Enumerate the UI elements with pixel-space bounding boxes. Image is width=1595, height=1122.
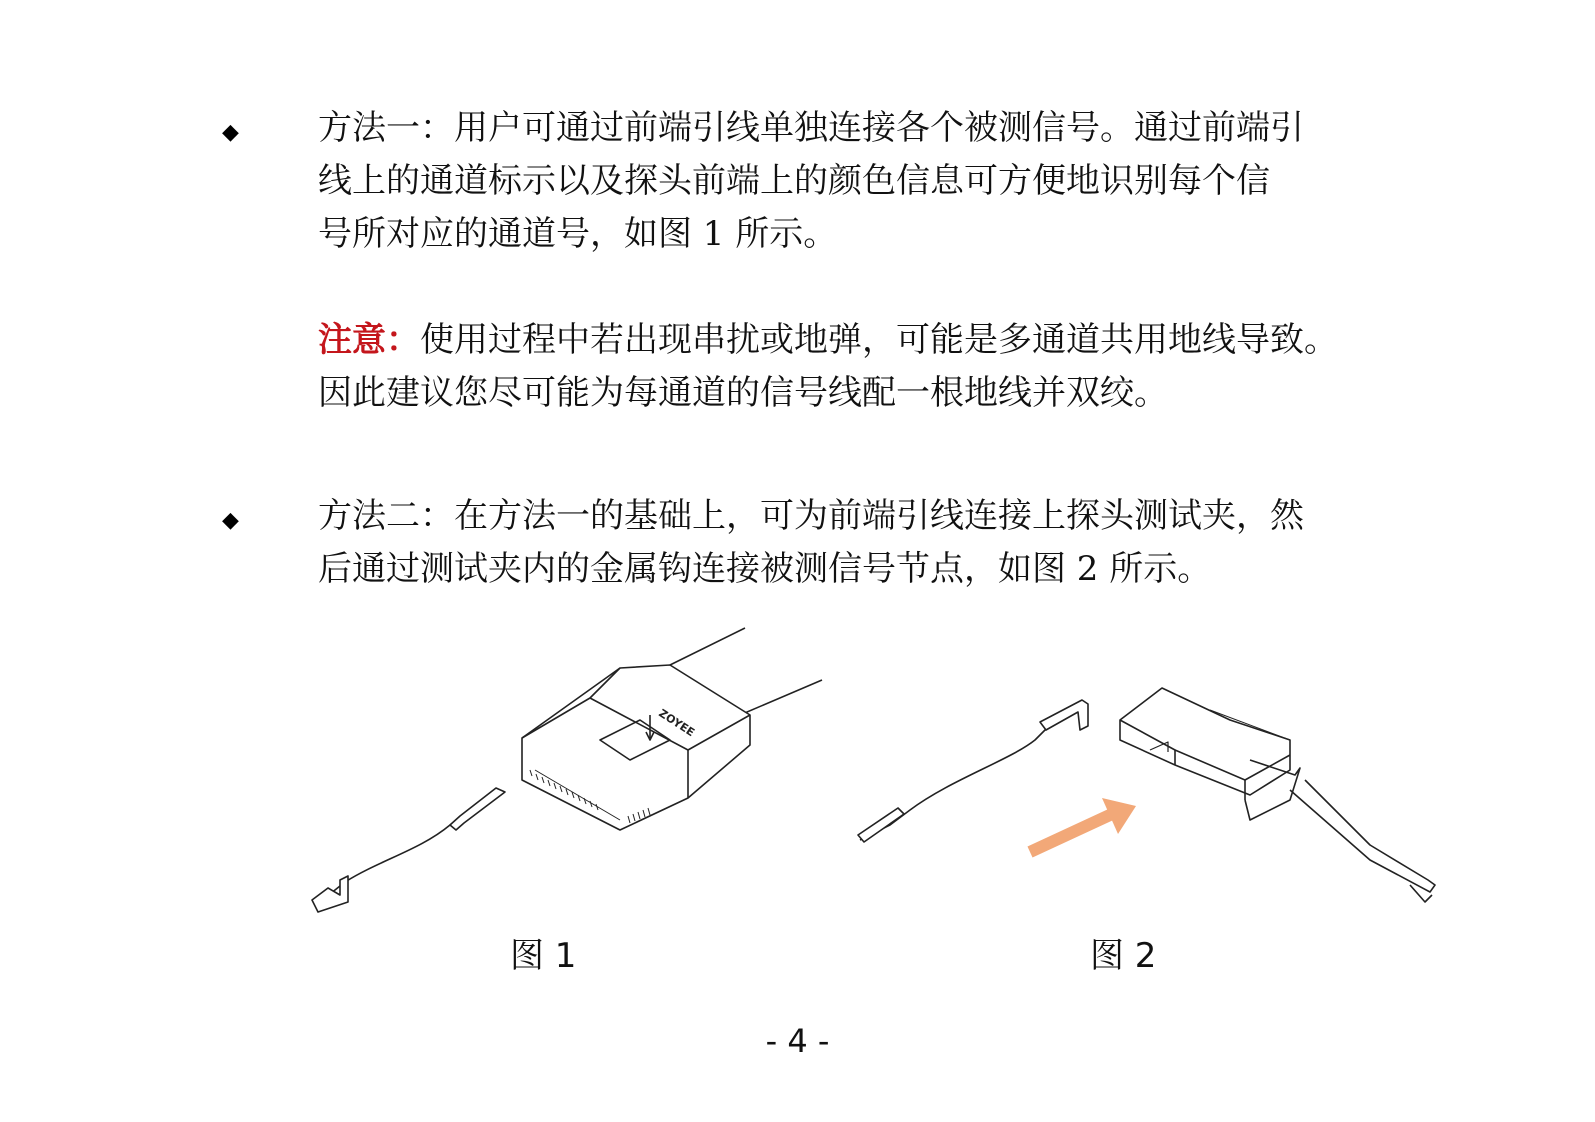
bullet-diamond: ◆ bbox=[222, 508, 239, 533]
note-paragraph bbox=[318, 314, 1518, 420]
note-label: 注意： bbox=[318, 320, 420, 360]
method1-line: 号所对应的通道号，如图 1 所示。 bbox=[318, 214, 838, 254]
method2-line: 后通过测试夹内的金属钩连接被测信号节点，如图 2 所示。 bbox=[318, 549, 1212, 589]
test-clip bbox=[1120, 688, 1435, 902]
insertion-arrow-icon bbox=[1030, 798, 1136, 852]
method1-line: 方法一：用户可通过前端引线单独连接各个被测信号。通过前端引 bbox=[318, 108, 1304, 148]
page-number: - 4 - bbox=[765, 1022, 830, 1060]
figure-1-caption: 图 1 bbox=[510, 936, 577, 976]
lead-clip bbox=[312, 876, 348, 912]
ribbon-cable bbox=[740, 680, 822, 715]
method2-paragraph bbox=[318, 490, 1488, 596]
method1-line: 线上的通道标示以及探头前端上的颜色信息可方便地识别每个信 bbox=[318, 161, 1270, 201]
probe-brand-label: ZOYEE bbox=[656, 706, 697, 740]
figure-1-illustration bbox=[300, 620, 830, 920]
note-line: 因此建议您尽可能为每通道的信号线配一根地线并双绞。 bbox=[318, 373, 1168, 413]
figure-2-caption: 图 2 bbox=[1090, 936, 1157, 976]
figure-2-illustration bbox=[850, 680, 1450, 920]
ribbon-cable bbox=[670, 628, 745, 665]
note-text: 使用过程中若出现串扰或地弹，可能是多通道共用地线导致。 bbox=[420, 320, 1338, 360]
lead-pin bbox=[450, 788, 505, 830]
lead-clip bbox=[1040, 700, 1088, 730]
lead-pin bbox=[858, 808, 904, 842]
arrow-shaft bbox=[1030, 814, 1112, 852]
method1-paragraph bbox=[318, 102, 1488, 261]
probe-head bbox=[522, 665, 750, 830]
note-line bbox=[318, 314, 1518, 367]
bullet-diamond: ◆ bbox=[222, 120, 239, 145]
method2-line: 方法二：在方法一的基础上，可为前端引线连接上探头测试夹，然 bbox=[318, 496, 1304, 536]
